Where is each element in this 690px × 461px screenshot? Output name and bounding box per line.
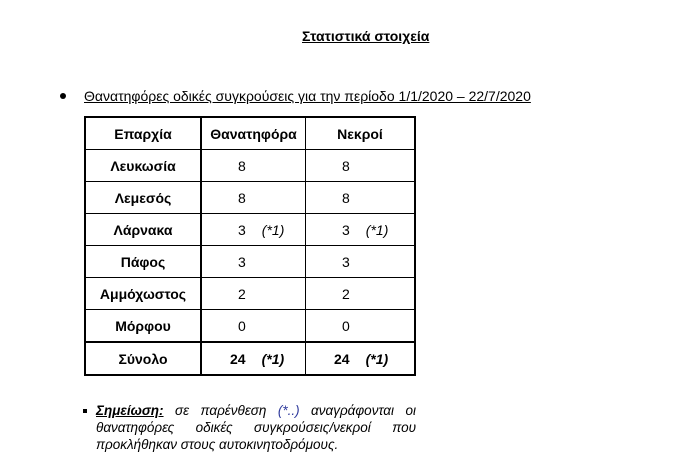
district-cell: Λάρνακα: [85, 214, 201, 246]
footnote: [84, 402, 416, 453]
table-row: [85, 246, 415, 278]
footnote-text-before: σε παρένθεση: [175, 403, 267, 418]
district-cell: Αμμόχωστος: [85, 278, 201, 310]
table-row: [85, 182, 415, 214]
footnote-label: Σημείωση:: [96, 403, 164, 418]
table-row: [85, 278, 415, 310]
dead-cell: [306, 150, 416, 182]
total-fatal-note: (*1): [261, 350, 285, 367]
statistics-table: [84, 116, 416, 376]
footnote-paren: (*..): [277, 403, 300, 418]
bullet-point-icon: [60, 93, 66, 99]
fatal-cell: [201, 214, 306, 246]
total-fatal-value: 24: [230, 350, 246, 367]
district-cell: Λεμεσός: [85, 182, 201, 214]
fatal-note: (*1): [261, 221, 285, 238]
dead-value: 8: [342, 189, 350, 206]
table-total-row: [85, 342, 415, 375]
fatal-value: 8: [238, 189, 246, 206]
fatal-cell: [201, 310, 306, 343]
fatal-cell: [201, 182, 306, 214]
dead-value: 3: [342, 253, 350, 270]
table-row: [85, 214, 415, 246]
dead-value: 3: [342, 221, 350, 238]
fatal-value: 8: [238, 157, 246, 174]
total-dead-note: (*1): [365, 350, 389, 367]
table-row: [85, 310, 415, 343]
dead-value: 2: [342, 285, 350, 302]
dead-value: 0: [342, 317, 350, 334]
dead-value: 8: [342, 157, 350, 174]
fatal-value: 2: [238, 285, 246, 302]
table-row: [85, 150, 415, 182]
total-fatal-cell: [201, 342, 306, 375]
section-heading: Θανατηφόρες οδικές συγκρούσεις για την περίοδο 1/1/2020 – 22/7/2020: [84, 88, 531, 104]
fatal-value: 3: [238, 253, 246, 270]
fatal-cell: [201, 246, 306, 278]
total-label: Σύνολο: [85, 342, 201, 375]
page-title: Στατιστικά στοιχεία: [302, 28, 430, 44]
district-cell: Μόρφου: [85, 310, 201, 343]
header-dead: Νεκροί: [306, 117, 416, 150]
fatal-cell: [201, 278, 306, 310]
table-header-row: [85, 117, 415, 150]
dead-cell: [306, 214, 416, 246]
dead-note: (*1): [365, 221, 389, 238]
dead-cell: [306, 278, 416, 310]
district-cell: Πάφος: [85, 246, 201, 278]
header-fatal: Θανατηφόρα: [201, 117, 306, 150]
footnote-text-after: αναγράφονται οι θανατηφόρες οδικές συγκρούσεις/νεκροί που προκλήθηκαν στους αυτοκινητοδρόμους.: [96, 403, 416, 452]
dead-cell: [306, 310, 416, 343]
total-dead-value: 24: [334, 350, 350, 367]
fatal-value: 0: [238, 317, 246, 334]
header-district: Επαρχία: [85, 117, 201, 150]
dead-cell: [306, 246, 416, 278]
dead-cell: [306, 182, 416, 214]
total-dead-cell: [306, 342, 416, 375]
fatal-cell: [201, 150, 306, 182]
fatal-value: 3: [238, 221, 246, 238]
district-cell: Λευκωσία: [85, 150, 201, 182]
